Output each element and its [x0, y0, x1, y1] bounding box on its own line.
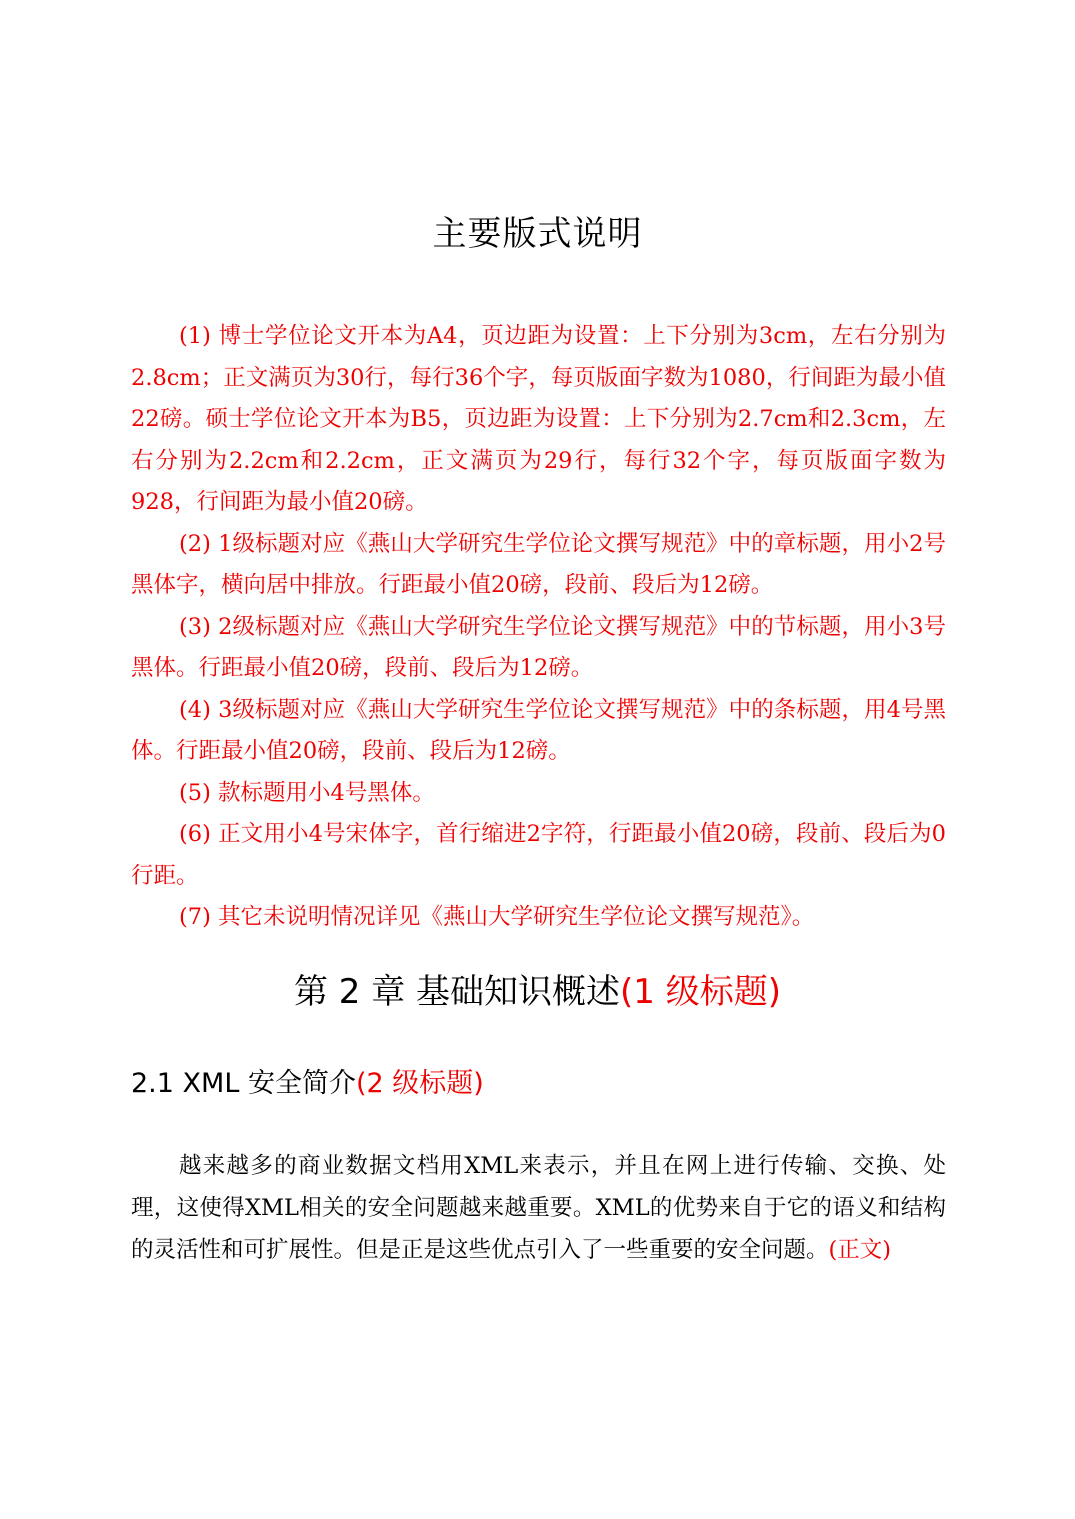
section-heading-text: 2.1 XML 安全简介 — [131, 1068, 356, 1099]
body-paragraph-text: 越来越多的商业数据文档用XML来表示，并且在网上进行传输、交换、处理，这使得XML相关的安全问题越来越重要。XML的优势来自于它的语义和结构的灵活性和可扩展性。但是正是这些优点引入了一些重要的安全问题。 — [131, 1153, 946, 1263]
body-paragraph-tag: (正文) — [828, 1237, 892, 1263]
note-item-2: (2) 1级标题对应《燕山大学研究生学位论文撰写规范》中的章标题，用小2号黑体字，横向居中排放。行距最小值20磅，段前、段后为12磅。 — [131, 530, 946, 598]
note-item-1: (1) 博士学位论文开本为A4，页边距为设置：上下分别为3cm，左右分别为2.8cm；正文满页为30行，每行36个字，每页版面字数为1080，行间距为最小值22磅。硕士学位论文开本为B5，页边距为设置：上下分别为2.7cm和2.3cm，左右分别为2.2cm和2.2cm，正文满页为29行，每行32个字，每页版面字数为928，行间距为最小值20磅。 — [131, 323, 946, 515]
chapter-heading — [0, 966, 1075, 1018]
format-notes — [131, 316, 946, 939]
page-title: 主要版式说明 — [432, 214, 643, 254]
section-heading-tag: (2 级标题) — [355, 1068, 484, 1099]
note-item-3: (3) 2级标题对应《燕山大学研究生学位论文撰写规范》中的节标题，用小3号黑体。行距最小值20磅，段前、段后为12磅。 — [131, 613, 946, 681]
body-paragraph — [131, 1145, 946, 1271]
body-paragraph-content — [131, 1145, 946, 1271]
note-item-7: (7) 其它未说明情况详见《燕山大学研究生学位论文撰写规范》。 — [179, 904, 815, 930]
chapter-heading-text: 第 2 章 基础知识概述 — [293, 972, 621, 1012]
chapter-heading-tag: (1 级标题) — [620, 972, 782, 1012]
section-heading — [131, 1063, 946, 1105]
note-item-6: (6) 正文用小4号宋体字，首行缩进2字符，行距最小值20磅，段前、段后为0行距。 — [131, 821, 946, 889]
note-item-5: (5) 款标题用小4号黑体。 — [179, 779, 435, 806]
note-item-4: (4) 3级标题对应《燕山大学研究生学位论文撰写规范》中的条标题，用4号黑体。行距最小值20磅，段前、段后为12磅。 — [131, 696, 946, 764]
